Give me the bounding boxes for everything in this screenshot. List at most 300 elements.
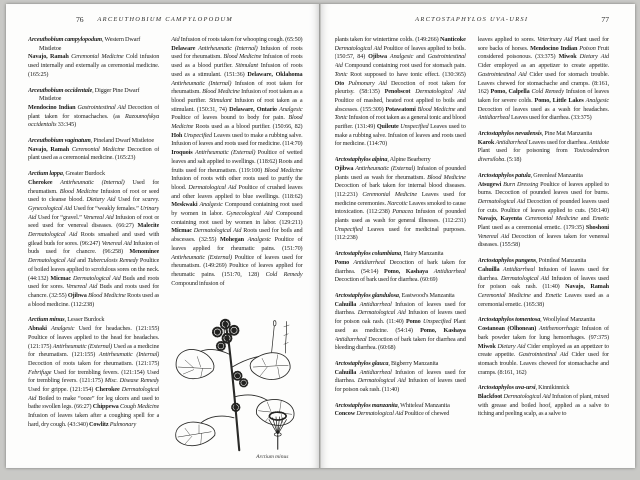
text-run: Poultice of boiled leaves applied to scrofulous sores on the neck. (44:132) <box>28 257 160 282</box>
text-run: Cough Medicine <box>119 403 160 411</box>
burdock-plant-drawing <box>171 291 302 452</box>
text-run: Venereal Aid <box>477 232 512 240</box>
text-run: 33:345) <box>57 121 77 129</box>
text-run: Venereal Aid <box>66 283 100 291</box>
text-run: Ojibwa <box>368 53 390 61</box>
text-run: Ceremonial Medicine <box>71 145 128 153</box>
text-run: Gynecological Aid <box>226 210 276 218</box>
text-run: Infusion of leaves used for diarrhea. <box>334 368 466 385</box>
text-run: Roots smashed and used with gilead buds for sores. (96:247) <box>28 231 160 247</box>
text-run: Infusion of leaves taken for severe colds. <box>477 88 609 104</box>
text-run: Infusion of root or seed used for venereal diseases. (66:27) <box>28 213 160 230</box>
entry-heading <box>478 130 609 139</box>
entry-paragraph <box>28 146 159 163</box>
text-run: Antidote <box>588 138 609 146</box>
text-run: Used for “gravel.” <box>37 213 84 221</box>
text-run: Infusion of leaves used for diarrhea. <box>477 265 609 282</box>
text-run: Dermatological Aid <box>357 309 409 317</box>
text-run: Root supposed to have tonic effect. (130:365) <box>350 70 466 78</box>
text-run: Quileute <box>376 123 401 131</box>
entry-paragraph <box>335 369 466 395</box>
text-run: Ceremonial Medicine <box>362 190 422 198</box>
text-run: Cold Remedy <box>265 270 303 278</box>
text-run: Delaware, Ontario <box>229 105 280 113</box>
entry-paragraph <box>478 266 609 310</box>
text-run: Buds and roots used for chancre. (32:55) <box>28 283 160 299</box>
text-run: Urinary Aid <box>28 204 160 221</box>
text-run: Potawatomi <box>385 105 418 113</box>
text-run: Blood Medicine <box>59 187 101 195</box>
text-run: Gastrointestinal Aid <box>334 53 466 70</box>
column-2 <box>171 36 302 462</box>
text-run: Cold infusion used internally and externally as ceremonial medicine. (165:25) <box>28 53 160 78</box>
entry-paragraph <box>478 325 609 377</box>
text-run: Plant used for sore backs of horses. <box>477 36 609 52</box>
text-run: Analgesic <box>199 201 225 209</box>
text-run: Arctostaphylos patula <box>477 171 531 179</box>
entry-heading <box>335 360 466 369</box>
column-1 <box>28 36 159 462</box>
text-run: Dermatological Aid <box>415 88 466 96</box>
entry-paragraph <box>478 393 609 419</box>
entry-paragraph <box>335 165 466 243</box>
text-run: , Digger Pine Dwarf Mistletoe <box>39 86 140 103</box>
entry-heading <box>28 316 159 325</box>
text-run: Narcotic <box>387 199 409 207</box>
text-run: Arctostaphylos columbiana <box>334 250 401 258</box>
text-run: Pomo, Calpella <box>490 88 532 96</box>
text-run: Gastrointestinal Aid <box>77 103 128 111</box>
text-run: Blood Medicine <box>202 88 242 96</box>
text-run: Infusion of roots used as a blood purifier. <box>171 53 303 70</box>
text-run: Arctium lappa <box>28 170 63 178</box>
text-run: and <box>77 257 88 265</box>
text-run: Panacea <box>392 208 416 216</box>
text-run: leaves applied to sores. <box>477 36 538 43</box>
text-run: Dermatological Aid <box>357 377 409 385</box>
text-run: Infusion of root taken as a blood purifier. <box>171 88 303 104</box>
text-run: Venereal Aid <box>101 239 134 247</box>
text-run: Dermatological Aid <box>500 274 552 282</box>
text-run: Pulmonary Aid <box>348 79 391 87</box>
text-run: , Kinnikinnick <box>535 384 570 392</box>
entry-heading <box>478 257 609 266</box>
text-run: Leaves used for diarrhea. <box>528 138 589 146</box>
text-run: . (5:18) <box>504 156 522 164</box>
text-run: , Pineland Dwarf Mistletoe <box>90 137 154 145</box>
text-run: Used for trembling fevers. (121:154) Used for trembling fevers. (121:175) <box>28 368 160 385</box>
text-run: Leaves smoked to cause intoxication. (112:238) <box>334 199 466 216</box>
text-run: Decoction of leaves used as a wash for headaches. <box>477 105 609 113</box>
entry-heading <box>28 137 159 146</box>
text-run: Infusion of root taken as a general tonic and blood purifier. (131:49) <box>334 114 466 131</box>
text-run: and <box>533 291 546 299</box>
text-run: Costanoan (Olhonean) <box>477 325 539 333</box>
entry-paragraph <box>478 36 609 123</box>
text-run: Infusion of plant, mixed with grease and boiled hoof, applied as a salve to itching and peeling scalp, as a salve to <box>477 393 609 418</box>
entry-heading <box>478 172 609 181</box>
text-run: Decoction of pounded leaves used for cuts. Poultice of leaves applied to cuts. (50:140) <box>477 197 609 214</box>
text-run: Miwok <box>558 53 580 61</box>
text-run: Hoh <box>171 131 184 139</box>
text-run: Gastrointestinal Aid <box>477 70 530 78</box>
text-run: Antidiarrheal <box>359 300 396 308</box>
entry-paragraph <box>28 104 159 130</box>
text-run: Arctostaphylos nevadensis <box>477 130 542 138</box>
text-run: Nanticoke <box>440 36 466 43</box>
text-run: Infusion of leaves used for poison oak rash. (11:40) <box>477 274 609 291</box>
text-run: Navajo, Ramah <box>28 145 72 153</box>
text-run: Ceremonial Medicine <box>477 291 534 299</box>
text-run: Dietary Aid <box>497 342 528 350</box>
page-number-right: 77 <box>601 15 609 24</box>
text-run: Arctostaphylos glauca <box>334 359 389 367</box>
text-run: Antirheumatic (External) <box>171 253 235 261</box>
entry-heading <box>335 156 466 165</box>
text-run: Decoction of plant taken for stomachaches. (as <box>28 103 160 120</box>
text-run: Poultice of leaves applied to boils. (150:57, 84) <box>334 44 466 61</box>
text-run: Cowlitz <box>89 420 110 428</box>
text-run: Abnaki <box>28 325 52 333</box>
entry-heading <box>335 292 466 301</box>
text-run: Decoction of root taken for pleurisy. (58:135) <box>334 79 466 96</box>
text-run: Decoction of bark used for diarrhea. (60:69) <box>334 276 438 284</box>
text-run: Infusion of pounded plants used as wash for rheumatism. <box>334 164 466 181</box>
text-run: , Greenleaf Manzanita <box>530 171 583 179</box>
entry-paragraph <box>478 139 609 165</box>
text-run: Cahuilla <box>334 368 360 376</box>
text-run: Misc. Disease Remedy <box>104 377 160 385</box>
text-run: Blood Medicine <box>88 291 127 299</box>
text-run: Stimulant <box>235 62 261 70</box>
text-run: Blood Medicine <box>223 53 263 61</box>
text-run: Atsugewi <box>477 180 504 188</box>
text-run: Ceremonial Medicine <box>524 215 581 223</box>
entry-heading <box>28 36 159 53</box>
text-run: Toxicodendron diversiloba <box>477 147 609 164</box>
text-run: Infusion of roots taken for whooping cough. (65:50) <box>180 36 303 43</box>
entry-paragraph <box>171 36 302 288</box>
text-run: Blood Medicine <box>264 166 303 174</box>
text-run: Poultice of crushed leaves and other leaves applied to blue swellings. (118:62) <box>171 183 303 200</box>
text-run: Poultice of wetted leaves and salt applied to swellings. (118:62) Roots and fruits used for rheumatism. (119:100) <box>171 149 303 174</box>
text-run: and <box>416 53 428 61</box>
text-run: Leaves used as a ceremonial emetic. (165:38) <box>477 291 609 308</box>
entry-heading <box>28 170 159 179</box>
text-run: Antirheumatic (External) <box>355 164 417 172</box>
text-run: Infusion of leaves used for diarrhea. <box>334 300 466 317</box>
text-run: Ojibwa <box>334 164 356 172</box>
page-spread <box>6 4 635 468</box>
text-run: Dermatological Aid <box>28 386 160 402</box>
text-run: Leaves used for medicinal purposes. (112:238) <box>334 225 466 242</box>
entry-heading <box>28 87 159 104</box>
text-run: Compound containing root used by women in labor. (129:211) <box>171 210 303 226</box>
text-run: Chippewa <box>92 403 120 411</box>
text-run: Infusion of pounded plants used as wash for general illnesses. (112:231) <box>334 208 466 225</box>
text-run: Infusion of leaves used for poison oak rash. (11:40) <box>334 309 466 326</box>
text-run: Analgesic <box>279 105 303 113</box>
text-run: Cider used for stomach trouble. Leaves chewed for stomachache and cramps. (8:161, 162) <box>477 70 609 96</box>
text-run: Tonic <box>334 70 351 78</box>
entry-paragraph <box>335 410 466 419</box>
text-run: Dermatological Aid <box>334 44 384 52</box>
text-run: Delaware <box>171 44 199 52</box>
text-run: Arctostaphylos glandulosa <box>334 291 399 299</box>
entry-heading <box>335 402 466 411</box>
text-run: Infusion of root taken as a stimulant. (150:31, 74) <box>171 96 303 113</box>
text-run: , Bigberry Manzanita <box>388 359 439 367</box>
text-run: Cider used for stomach trouble. Leaves chewed for stomachache and cramps. (8:161, 162) <box>477 351 609 376</box>
page-left <box>6 4 320 468</box>
text-run: Pulmonary <box>109 420 137 428</box>
text-run: Micmac <box>50 274 73 282</box>
text-run: Penobscot <box>384 88 416 96</box>
text-run: Antihemorrhagic <box>538 325 582 333</box>
text-run: Used as a medicine for rheumatism. (121:155) <box>28 342 160 359</box>
text-run: Infusion of roots with other roots used to purify the blood. <box>171 175 303 191</box>
running-head-right: ARCTOSTAPHYLOS UVA-URSI <box>415 16 529 23</box>
text-run: Decoction of bark taken for diarrhea. (54:14) <box>334 258 466 275</box>
text-run: Razoumofskya occidentalis <box>28 112 160 129</box>
text-run: Arceuthobium vaginatum <box>28 137 91 145</box>
text-run: Mendocino Indian <box>28 103 78 111</box>
text-run: Antirheumatic (External) <box>52 342 114 350</box>
text-run: Antirheumatic (Internal) <box>98 351 160 359</box>
text-run: Boiled to make “ooze” for leg ulcers and used to bathe swollen legs. (66:27) <box>28 394 160 411</box>
text-run: Gynecological Aid <box>28 204 74 212</box>
text-run: Mendocino Indian <box>530 44 580 52</box>
text-run: Emetic <box>545 291 565 299</box>
text-run: Mohegan <box>220 236 248 244</box>
page-right-header <box>335 16 610 26</box>
text-run: , Western Dwarf Mistletoe <box>39 36 141 52</box>
running-head-left: ARCEUTHOBIUM CAMPYLOPODUM <box>97 16 234 23</box>
text-run: Used for grippe. (121:154) <box>28 386 96 394</box>
text-run: Used for rheumatism. <box>28 178 160 195</box>
text-run: Dermatological Aid <box>28 231 81 239</box>
text-run: Pomo <box>405 318 423 326</box>
text-run: Infusion of root or seed used to cleanse blood. <box>28 187 160 204</box>
text-run: Decoction of plant used as a ceremonial medicine. (165:23) <box>28 145 160 162</box>
text-run: Iroquois <box>171 149 195 157</box>
text-run: Poison <box>579 44 598 52</box>
text-run: Malecite <box>137 222 160 230</box>
text-run: Pomo, Kashaya <box>384 267 434 275</box>
entry-paragraph <box>335 36 466 149</box>
text-run: Infusion of root taken for rheumatism. <box>171 79 303 96</box>
entry-paragraph <box>478 181 609 251</box>
text-run: Miwok <box>477 342 498 350</box>
text-run: Used for scurvy. <box>117 196 160 204</box>
text-run: Analgesic <box>247 236 275 244</box>
text-run: Pomo, Little Lakes <box>534 96 586 104</box>
entry-paragraph <box>28 325 159 429</box>
text-run: Unspecified <box>183 131 214 139</box>
text-run: , Pine Mat Manzanita <box>541 130 593 138</box>
text-run: Dermatological Aid <box>503 393 553 401</box>
text-run: Veterinary Aid <box>537 36 575 43</box>
text-run: Antidiarrheal <box>353 258 390 266</box>
text-run: Antirheumatic (Internal) <box>171 79 235 87</box>
text-run: Dermatological Aid <box>193 227 244 235</box>
text-run: Dermatological Aid <box>356 410 405 418</box>
entry-paragraph <box>28 179 159 310</box>
text-run: , Whiteleaf Manzanita <box>397 401 450 409</box>
figure-caption: Arctium minus <box>256 454 289 461</box>
text-run: Leaves used to make a rubbing salve. Infusion of leaves and roots used for medicine. (114:70) <box>171 131 303 148</box>
text-run: Cahuilla <box>477 265 503 273</box>
text-run: Antidiarrheal <box>359 368 396 376</box>
text-run: Unspecified <box>400 123 431 131</box>
text-run: Blood Medicine <box>417 105 458 113</box>
text-run: Analgesic <box>585 96 609 104</box>
text-run: Menominee <box>129 248 160 256</box>
text-run: Compound containing root used by women in labor. <box>171 201 303 218</box>
text-run: Unspecified <box>423 318 454 326</box>
text-run: Plant used for poisoning from <box>477 147 574 155</box>
text-run: Gastrointestinal Aid <box>518 351 572 359</box>
text-run: and <box>457 105 466 113</box>
text-run: Decoction of roots taken for rheumatism. (121:175) <box>28 359 160 367</box>
entry-paragraph <box>335 259 466 285</box>
text-run: Infusion of leaves taken after a coughing spell for a hard, dry cough. (43:340) <box>28 412 160 428</box>
entry-heading <box>335 250 466 259</box>
text-run: Dietary Aid <box>86 196 118 204</box>
text-run: Antirheumatic (External) <box>194 149 258 157</box>
text-run: Navajo, Ramah <box>565 283 609 291</box>
text-run: Cahuilla <box>334 300 360 308</box>
text-run: Poultice of chewed <box>404 410 450 418</box>
text-run: Decoction of bark taken for diarrhea and bleeding diarrhea. (60:68) <box>334 335 466 352</box>
text-run: Leaves used for diarrhea. (33:375) <box>511 114 592 122</box>
text-run: Blood Medicine <box>427 173 466 181</box>
text-run: Arceuthobium campylopodum <box>28 36 102 43</box>
text-run: Ceremonial Medicine <box>71 53 126 61</box>
page-number-left: 76 <box>76 15 84 24</box>
text-run: Arctostaphylos alpina <box>334 156 388 164</box>
text-run: Cherokee <box>28 178 61 186</box>
entry-paragraph <box>335 301 466 353</box>
text-run: Dermatological Aid <box>477 197 527 205</box>
text-run: Poultice of leaves applied for rheumatic pains. (151:70) <box>171 236 303 252</box>
text-run: Meskwaki <box>171 201 200 209</box>
text-run: Poultice of leaves bound to body for pain. <box>171 114 289 122</box>
text-run: Arctostaphylos tomentosa <box>477 316 541 324</box>
entry-heading <box>478 316 609 325</box>
text-run: Infusion of buds used for chancre. (96:258) <box>28 239 160 256</box>
text-run: Blood Medicine <box>171 114 303 131</box>
text-run: Compound infusion of <box>171 279 225 287</box>
text-run: Venereal Aid <box>83 213 116 221</box>
text-run: Plant used as medicine. (54:14) <box>334 318 466 334</box>
text-run: Fruit considered poisonous. (33:375) <box>477 44 609 61</box>
text-run: Used for headaches. (121:155) Poultice of leaves applied to the head for headaches. (121:175) <box>28 325 160 350</box>
text-run: Micmac <box>171 227 194 235</box>
text-run: and <box>580 215 593 223</box>
text-run: Dermatological Aid <box>28 257 78 265</box>
text-run: Infusion of roots used as a stimulant. (151:36) <box>171 62 303 78</box>
text-run: Cold Remedy <box>531 88 566 96</box>
text-run: Navajo, Kayenta <box>477 215 525 223</box>
text-run: Arctostaphylos uva-ursi <box>477 384 536 392</box>
text-run: Antidiarrheal <box>477 114 511 122</box>
text-run: Cherokee <box>95 386 122 394</box>
text-run: , Lesser Burdock <box>64 316 105 324</box>
text-run: Decoction of bark taken for internal blood diseases. (112:231) <box>334 182 466 198</box>
text-run: Poultice of mashed, heated root applied to boils and abscesses. (155:309) <box>334 96 466 113</box>
text-run: Infusion of roots used for rheumatism. <box>171 44 303 61</box>
text-run: plants taken for wintertime colds. (149:266) <box>334 36 441 43</box>
text-run: Leaves used to make a rubbing salve. Infusion of leaves and roots used for medicine. (114:70) <box>334 123 466 148</box>
text-run: , Hairy Manzanita <box>400 250 444 258</box>
text-run: Tonic <box>334 114 349 122</box>
page-left-header <box>28 16 303 26</box>
text-run: Febrifuge <box>28 368 54 376</box>
text-run: , Eastwood's Manzanita <box>398 291 455 299</box>
text-run: Infusion of bark powder taken for lung hemorrhages. (97:375) <box>477 325 609 341</box>
text-run: Arceuthobium occidentale <box>28 86 93 94</box>
text-run: Compound containing root used for stomach pain. <box>344 62 466 70</box>
text-run: Plant used as a ceremonial emetic. (179:35) <box>477 224 586 232</box>
column-4 <box>478 36 609 462</box>
text-run: Antirheumatic (Internal) <box>60 178 133 186</box>
text-run: Dietary Aid <box>579 53 609 61</box>
text-run: Concow <box>334 410 357 418</box>
text-run: Buds and roots used for sores. <box>28 274 160 291</box>
text-run: Arctostaphylos pungens <box>477 257 536 265</box>
text-run: Roots used for boils and abscesses. (32:55) <box>171 227 303 244</box>
burr-cluster <box>213 320 247 411</box>
entry-paragraph <box>28 53 159 79</box>
entry-heading <box>478 384 609 393</box>
column-3 <box>335 36 466 462</box>
text-run: Used for “weakly females.” <box>73 204 141 212</box>
text-run: , Pointleaf Manzanita <box>535 257 587 265</box>
text-run: Analgesic <box>389 53 417 61</box>
text-run: Poultice of leaves applied to burns. Decoction of pounded leaves used for burns. <box>477 180 609 197</box>
text-run: Infusion of leaves used for poison oak rash. (11:40) <box>334 377 466 394</box>
text-run: Arctium minus <box>28 316 65 324</box>
text-run: Pomo, Kashaya <box>420 326 466 334</box>
text-run: Oto <box>334 79 349 87</box>
text-run: Karok <box>477 138 496 146</box>
text-run: Arctostaphylos manzanita <box>334 401 398 409</box>
text-run: Antidiarrheal <box>334 335 369 343</box>
page-left-columns <box>28 36 303 462</box>
text-run: Burn Dressing <box>503 180 541 188</box>
text-run: Blackfoot <box>477 393 504 401</box>
text-run: Antidiarrheal <box>495 138 529 146</box>
text-run: Poultice of leaves used for rheumatism. (149:269) Poultice of leaves applied for rheumatic pains. (151:70, 128) <box>171 253 303 278</box>
text-run: , Alpine Bearberry <box>387 156 431 164</box>
text-run: Antirheumatic (Internal) <box>198 44 261 52</box>
text-run: Stimulant <box>208 96 235 104</box>
text-run: Emetic <box>592 215 609 223</box>
text-run: Cider employed as an appetizer to create appetite. <box>477 62 609 70</box>
text-run: Ojibwa <box>67 291 89 299</box>
page-right <box>320 4 636 468</box>
floret-detail <box>272 321 290 353</box>
text-run: Navajo, Ramah <box>28 53 72 61</box>
text-run: Tuberculosis Remedy <box>87 257 140 265</box>
text-run: , Woollyleaf Manzanita <box>540 316 596 324</box>
text-run: Antidiarrheal <box>502 265 539 273</box>
text-run: Antidiarrheal <box>433 267 466 275</box>
text-run: Aid <box>171 36 181 43</box>
text-run: Pomo <box>334 258 354 266</box>
burr-detail <box>269 412 287 449</box>
